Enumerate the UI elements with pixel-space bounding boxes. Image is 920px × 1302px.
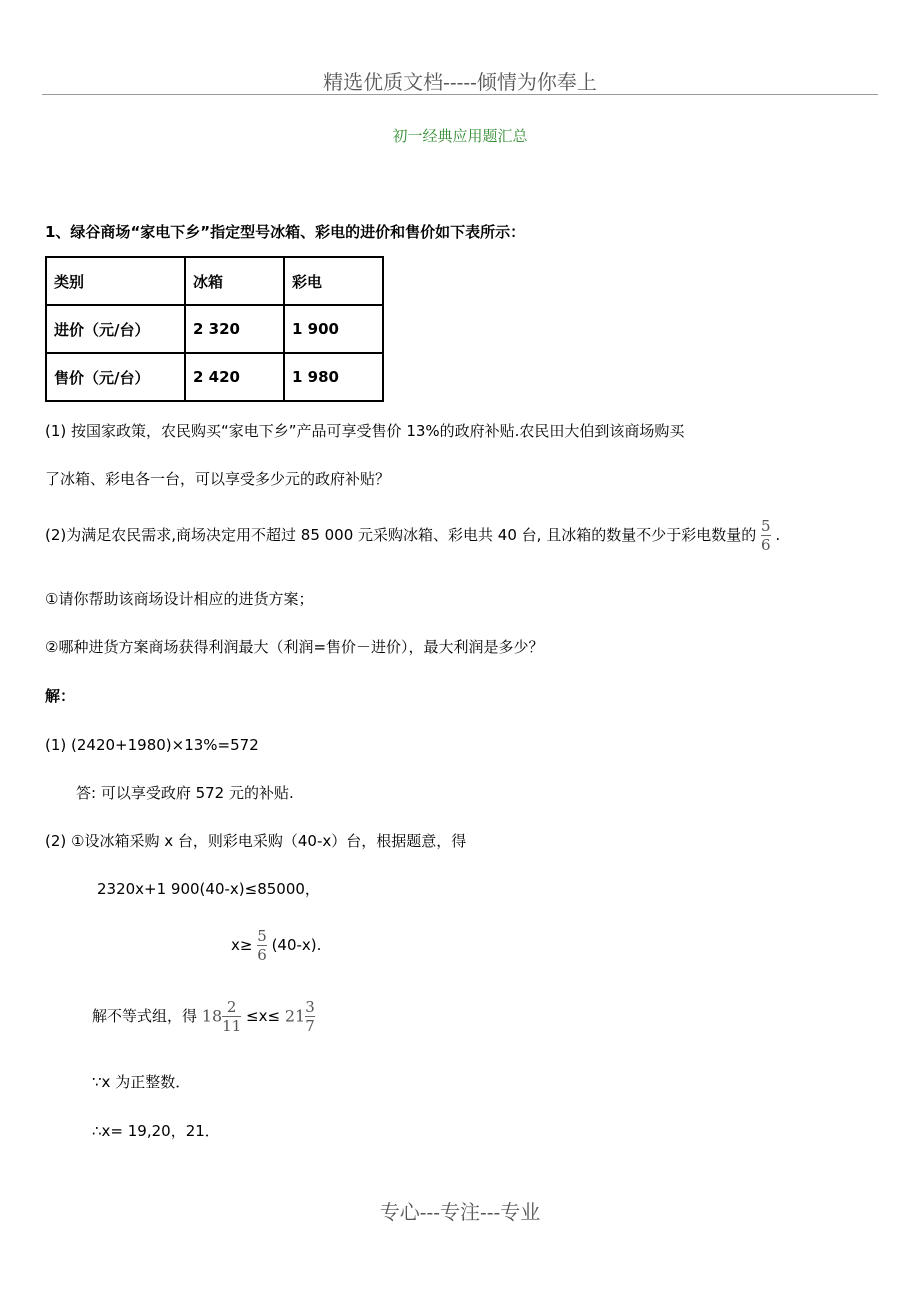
table-header-cell: 类别 <box>46 257 185 305</box>
fraction-denominator: 7 <box>305 1017 315 1035</box>
table-row <box>46 353 383 401</box>
lower-bound-fraction <box>222 999 241 1034</box>
header-rule <box>42 94 878 95</box>
inequality-2 <box>231 925 321 965</box>
page-header: 精选优质文档-----倾情为你奉上 <box>323 70 597 94</box>
page-footer: 专心---专注---专业 <box>379 1200 541 1224</box>
question-1-line-2: 了冰箱、彩电各一台，可以享受多少元的政府补贴？ <box>45 470 391 488</box>
table-header-cell: 冰箱 <box>185 257 284 305</box>
upper-bound-integer: 21 <box>284 1006 306 1026</box>
table-cell: 2 320 <box>185 305 284 353</box>
table-cell: 2 420 <box>185 353 284 401</box>
table-cell: 1 980 <box>284 353 383 401</box>
fraction-numerator: 3 <box>305 998 315 1016</box>
fraction-numerator: 5 <box>257 927 267 945</box>
range-middle: ≤x≤ <box>246 1007 281 1025</box>
solution-step-1: (1) (2420+1980)×13%=572 <box>45 736 259 754</box>
table-cell: 售价（元/台） <box>46 353 185 401</box>
therefore-statement: ∴x= 19,20，21． <box>92 1122 220 1140</box>
document-title: 初一经典应用题汇总 <box>392 127 528 145</box>
table-header-cell: 彩电 <box>284 257 383 305</box>
solution-answer-1: 答: 可以享受政府 572 元的补贴. <box>76 784 294 802</box>
question-1-line-1: (1) 按国家政策，农民购买“家电下乡”产品可享受售价 13%的政府补贴.农民田大伯到该商场购买 <box>45 422 685 440</box>
fraction-five-sixths <box>257 928 267 963</box>
table-header-row <box>46 257 383 305</box>
question-2 <box>45 515 780 555</box>
question-2-period: . <box>775 526 781 544</box>
fraction-denominator: 6 <box>760 536 771 554</box>
table-row <box>46 305 383 353</box>
solution-step-2: (2) ①设冰箱采购 x 台，则彩电采购（40-x）台，根据题意，得 <box>45 832 467 850</box>
problem-heading: 1、绿谷商场“家电下乡”指定型号冰箱、彩电的进价和售价如下表所示： <box>45 223 526 241</box>
question-2-sub-1: ①请你帮助该商场设计相应的进货方案； <box>45 590 314 608</box>
solution-range <box>92 996 315 1037</box>
solve-prefix: 解不等式组，得 <box>92 1007 198 1025</box>
table-cell: 进价（元/台） <box>46 305 185 353</box>
fraction-numerator: 5 <box>760 517 771 535</box>
inequality-2-prefix: x≥ <box>231 936 253 954</box>
inequality-1: 2320x+1 900(40-x)≤85000， <box>97 880 320 898</box>
because-statement: ∵x 为正整数． <box>92 1073 191 1091</box>
fraction-denominator: 6 <box>257 946 267 964</box>
question-2-sub-2: ②哪种进货方案商场获得利润最大（利润=售价－进价），最大利润是多少？ <box>45 638 544 656</box>
fraction-denominator: 11 <box>222 1017 242 1035</box>
solution-label: 解： <box>45 687 76 705</box>
lower-bound-integer: 18 <box>201 1006 223 1026</box>
question-2-text: (2)为满足农民需求,商场决定用不超过 85 000 元采购冰箱、彩电共 40 台, 且冰箱的数量不少于彩电数量的 <box>45 526 757 544</box>
upper-bound-fraction <box>305 999 315 1034</box>
price-table <box>45 256 384 402</box>
fraction-five-sixths <box>761 518 771 553</box>
fraction-numerator: 2 <box>226 998 237 1016</box>
table-cell: 1 900 <box>284 305 383 353</box>
inequality-2-suffix: (40-x). <box>271 936 322 954</box>
